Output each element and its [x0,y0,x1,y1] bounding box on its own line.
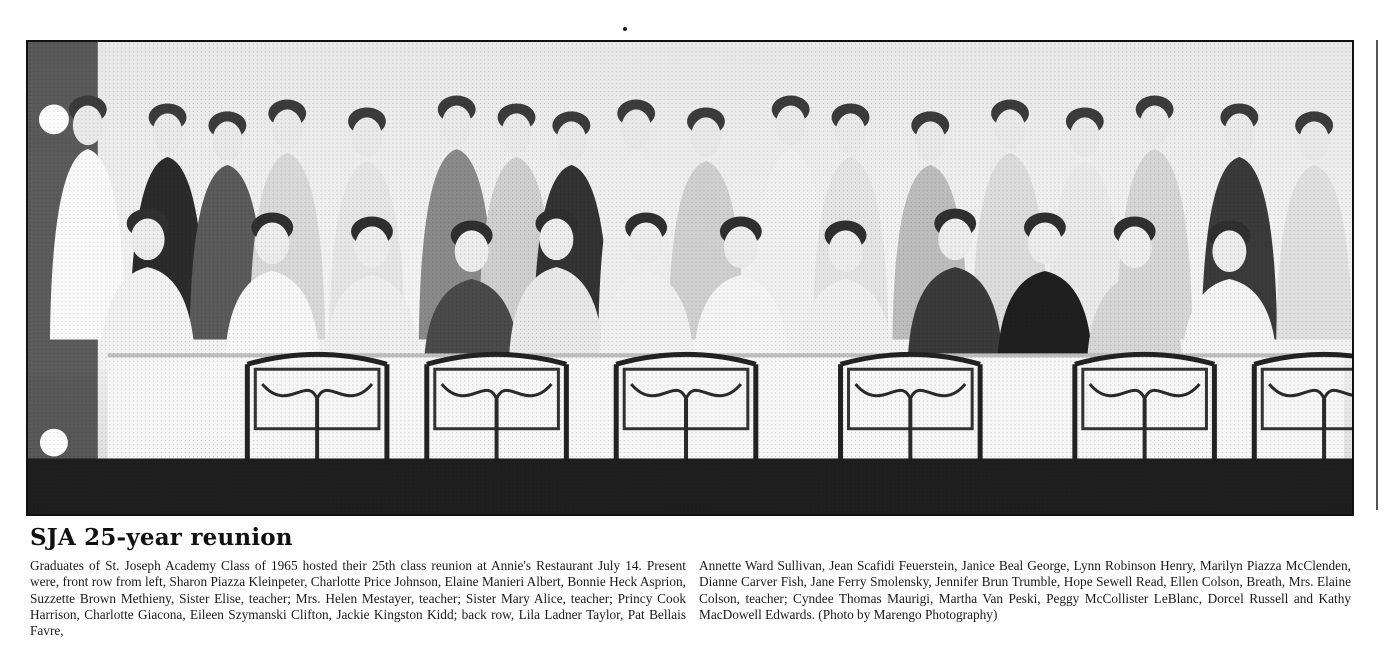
photo-illustration [28,42,1352,514]
reunion-group-photo [26,40,1354,516]
page-edge-rule [1376,40,1378,510]
caption-column-right: Annette Ward Sullivan, Jean Scafidi Feuerstein, Janice Beal George, Lynn Robinson Henry, Marilyn Piazza McClenden, Dianne Carver Fish, Jane Ferry Smolensky, Jennifer Brun Trumble, Hope Sewell Read, Ellen Colson, Breath, Mrs. Elaine Colson, teacher; Cyndee Thomas Maurigi, Martha Van Peski, Peggy McCollister LeBlanc, Dorcel Russell and Kathy MacDowell Edwards. (Photo by Marengo Photography) [699,558,1351,622]
caption-column-left: Graduates of St. Joseph Academy Class of 1965 hosted their 25th class reunion at Annie's Restaurant July 14. Present were, front row from left, Sharon Piazza Kleinpeter, Charlotte Price Johnson, Elaine Manieri Albert, Bonnie Heck Asprion, Suzzette Brown Methieny, Sister Elise, teacher; Mrs. Helen Mestayer, teacher; Sister Mary Alice, teacher; Princy Cook Harrison, Charlotte Giacona, Eileen Szymanski Clifton, Jackie Kingston Kidd; back row, Lila Ladner Taylor, Pat Bellais Favre, [30,558,686,639]
print-speck [623,27,627,31]
halftone-texture [28,42,1352,514]
article-headline: SJA 25-year reunion [30,524,293,551]
